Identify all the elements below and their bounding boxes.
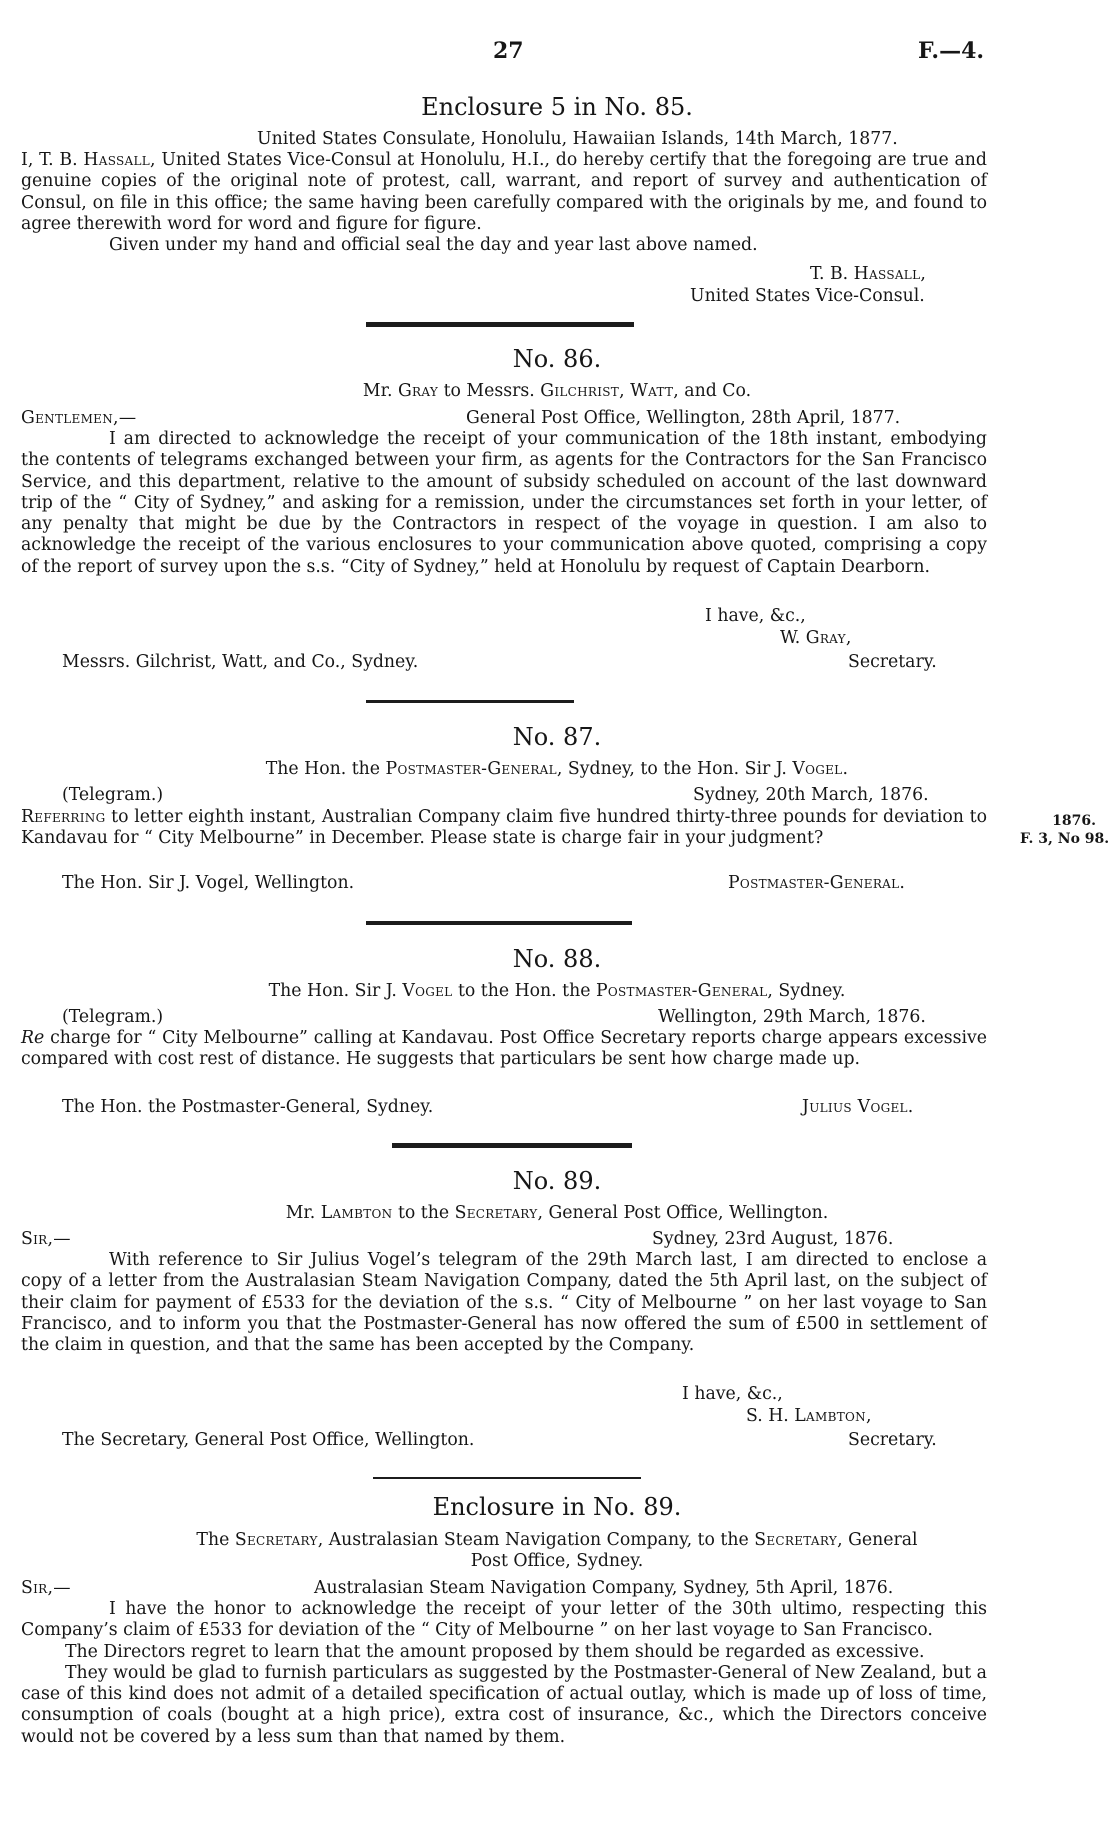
section-title-no-87: No. 87. [512, 723, 602, 751]
closing: I have, &c., [705, 606, 806, 626]
paragraph [21, 150, 987, 235]
divider [392, 1143, 632, 1148]
addressee: The Hon. the Postmaster-General, Sydney. [62, 1097, 434, 1117]
paragraph: I have the honor to acknowledge the receipt of your letter of the 30th ultimo, respecting this Company’s claim of £533 for deviation of the “ City of Melbourne ” on her last voyage to San Francisco. [21, 1599, 987, 1641]
section-title-enclosure-no-89: Enclosure in No. 89. [432, 1493, 682, 1521]
addressee: Messrs. Gilchrist, Watt, and Co., Sydney. [62, 652, 419, 672]
salutation: Sir,— [21, 1229, 71, 1249]
place-date: General Post Office, Wellington, 28th April, 1877. [466, 408, 901, 428]
addressee: The Hon. Sir J. Vogel, Wellington. [62, 873, 355, 893]
letter-heading: Mr. Lambton to the Secretary, General Post Office, Wellington. [285, 1203, 829, 1223]
letter-heading: The Hon. Sir J. Vogel to the Hon. the Postmaster-General, Sydney. [268, 981, 846, 1001]
divider [366, 921, 632, 925]
place-date: Sydney, 20th March, 1876. [693, 785, 929, 805]
page-number: 27 [493, 38, 524, 64]
text: , United States Vice-Consul at Honolulu, H.I., do hereby certify that the foregoing are true and genuine copies of the original note of protest, call, warrant, and report of survey and authentication of Consul, on file in this office; the same having been carefully compared with the originals by me, and found to agree therewith word for word and figure for figure. [21, 150, 987, 234]
section-title-no-89: No. 89. [512, 1167, 602, 1195]
place-date: Australasian Steam Navigation Company, Sydney, 5th April, 1876. [314, 1578, 894, 1598]
signature: S. H. Lambton, [746, 1406, 872, 1426]
letter-heading: The Secretary, Australasian Steam Navigation Company, to the Secretary, General [196, 1530, 918, 1550]
telegram-body [21, 1028, 987, 1071]
section-title-no-88: No. 88. [512, 945, 602, 973]
signature: Postmaster-General. [728, 873, 906, 893]
salutation: Gentlemen,— [21, 408, 137, 428]
paragraph: With reference to Sir Julius Vogel’s telegram of the 29th March last, I am directed to enclose a copy of a letter from the Australasian Steam Navigation Company, dated the 5th April last, on the subject of their claim for payment of £533 for the deviation of the s.s. “ City of Melbourne ” on her last voyage to San Francisco, and to inform you that the Postmaster-General has now offered the sum of £500 in settlement of the claim in question, and that the same has been accepted by the Company. [21, 1250, 987, 1356]
signature-title: Secretary. [848, 652, 937, 672]
paragraph: They would be glad to furnish particulars as suggested by the Postmaster-General of New Zealand, but a case of this kind does not admit of a detailed specification of actual outlay, which is made up of loss of time, consumption of coals (bought at a high price), extra cost of insurance, &c., which the Directors conceive would not be covered by a less sum than that named by them. [21, 1662, 987, 1747]
paragraph: Re charge for “ City Melbourne” calling at Kandavau. Post Office Secretary reports charge appears excessive compared with cost rest of distance. He suggests that particulars be sent how charge made up. [21, 1028, 987, 1070]
enclosure-5-body [21, 150, 987, 256]
enclosure-body [21, 1599, 987, 1748]
section-title-enclosure-5: Enclosure 5 in No. 85. [421, 93, 693, 121]
margin-reference: 1876. F. 3, No 98. [1020, 813, 1110, 847]
letter-heading-line-2: Post Office, Sydney. [470, 1551, 644, 1571]
text: I, T. B. [21, 150, 84, 170]
telegram-label: (Telegram.) [62, 785, 164, 805]
document-reference: F.—4. [918, 38, 985, 64]
closing: I have, &c., [682, 1384, 783, 1404]
telegram-label: (Telegram.) [62, 1007, 164, 1027]
paragraph: Referring to letter eighth instant, Australian Company claim five hundred thirty-three pounds for deviation to Kandavau for “ City Melbourne” in December. Please state is charge fair in your judgment? [21, 807, 987, 849]
place-date: Wellington, 29th March, 1876. [658, 1007, 926, 1027]
signature: Julius Vogel. [802, 1097, 914, 1117]
letter-body [21, 429, 987, 578]
person-name: Hassall [83, 150, 151, 170]
divider [366, 322, 634, 327]
divider [366, 700, 574, 703]
signature: W. Gray, [780, 628, 852, 648]
section-title-no-86: No. 86. [512, 345, 602, 373]
divider [373, 1477, 641, 1479]
paragraph: I am directed to acknowledge the receipt of your communication of the 18th instant, embodying the contents of telegrams exchanged between your firm, as agents for the Contractors for the San Francisco Service, and this department, relative to the amount of subsidy scheduled on account of the last downward trip of the “ City of Sydney,” and asking for a remission, under the circumstances set forth in your letter, of any penalty that might be due by the Contractors in respect of the voyage in question. I am also to acknowledge the receipt of the various enclosures to your communication above quoted, comprising a copy of the report of survey upon the s.s. “City of Sydney,” held at Honolulu by request of Captain Dearborn. [21, 429, 987, 577]
letter-body [21, 1250, 987, 1356]
signature-title: Secretary. [848, 1430, 937, 1450]
letter-heading: Mr. Gray to Messrs. Gilchrist, Watt, and Co. [362, 381, 752, 401]
signature-title: United States Vice-Consul. [690, 286, 925, 306]
place-date: United States Consulate, Honolulu, Hawaiian Islands, 14th March, 1877. [257, 129, 898, 149]
telegram-body [21, 807, 987, 850]
letter-heading: The Hon. the Postmaster-General, Sydney, to the Hon. Sir J. Vogel. [265, 759, 849, 779]
salutation: Sir,— [21, 1578, 71, 1598]
addressee: The Secretary, General Post Office, Wellington. [62, 1430, 475, 1450]
paragraph: Given under my hand and official seal the day and year last above named. [109, 235, 758, 256]
place-date: Sydney, 23rd August, 1876. [652, 1229, 894, 1249]
signature: T. B. Hassall, [810, 264, 927, 284]
paragraph: The Directors regret to learn that the amount proposed by them should be regarded as excessive. [65, 1641, 925, 1662]
